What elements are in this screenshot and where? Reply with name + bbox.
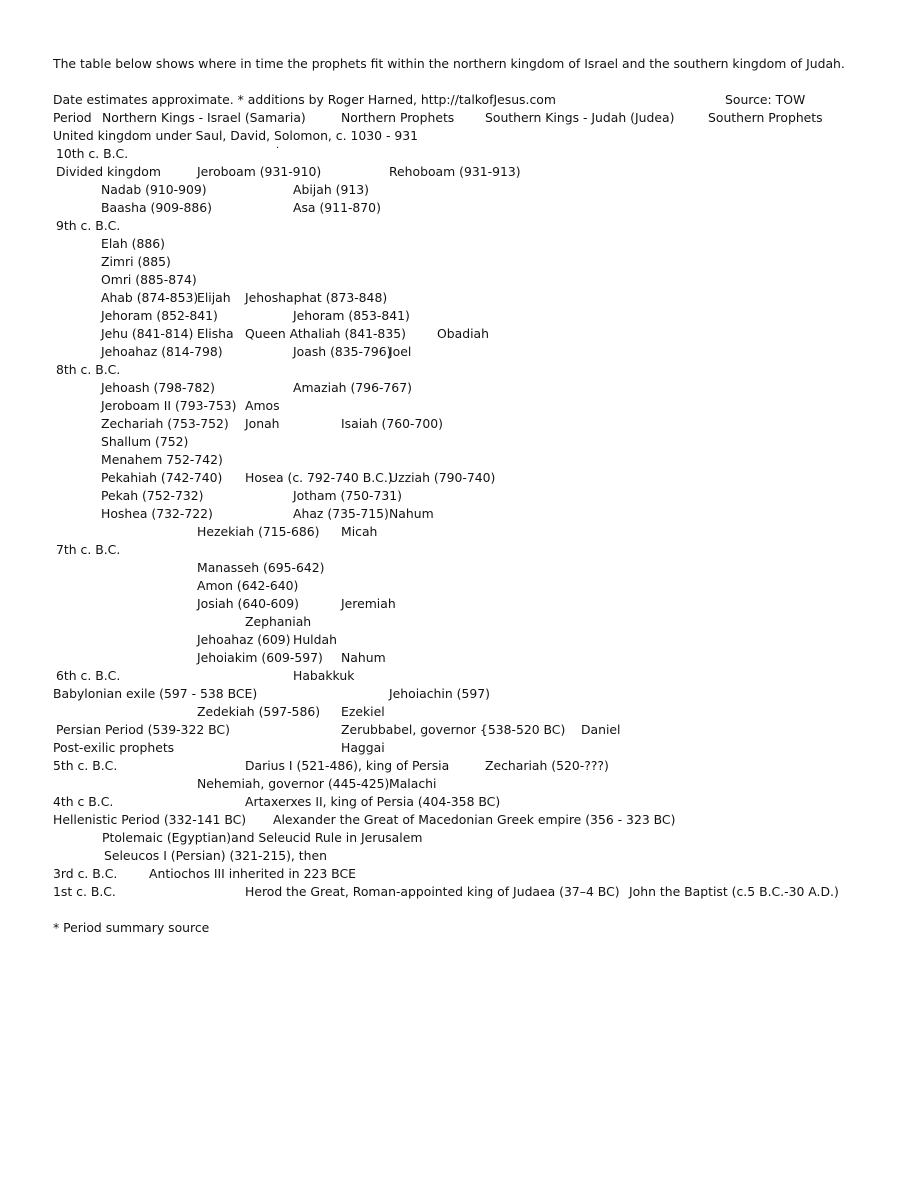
northern-prophet: Elijah [197, 290, 231, 305]
northern-king: Shallum (752) [101, 434, 189, 449]
period-label: Hellenistic Period (332-141 BC) [53, 812, 247, 827]
southern-king: Asa (911-870) [293, 200, 381, 215]
united-kingdom-text: United kingdom under Saul, David, Solomon, c. 1030 - 931 [53, 128, 419, 143]
footnote-text: * Period summary source [53, 920, 210, 935]
table-row [0, 451, 920, 469]
southern-king: Manasseh (695-642) [197, 560, 325, 575]
southern-king: Jehoram (853-841) [293, 308, 410, 323]
table-row [0, 613, 920, 631]
table-row [0, 289, 920, 307]
northern-king: Zimri (885) [101, 254, 171, 269]
intro-line [0, 55, 920, 73]
table-row [0, 703, 920, 721]
table-row [0, 595, 920, 613]
southern-prophet: Daniel [581, 722, 621, 737]
southern-prophet: Haggai [341, 740, 385, 755]
southern-prophet: Ezekiel [341, 704, 385, 719]
southern-king: Joash (835-796) [293, 344, 392, 359]
ruler: Alexander the Great of Macedonian Greek empire (356 - 323 BC) [273, 812, 676, 827]
northern-king: Pekahiah (742-740) [101, 470, 223, 485]
ruler: Antiochos III inherited in 223 BCE [149, 866, 356, 881]
northern-king: Zechariah (753-752) [101, 416, 229, 431]
northern-king: Elah (886) [101, 236, 165, 251]
table-row [0, 163, 920, 181]
southern-prophet: Zechariah (520-???) [485, 758, 609, 773]
footnote-line [0, 919, 920, 937]
table-row [0, 199, 920, 217]
northern-king: Jehoash (798-782) [101, 380, 215, 395]
table-row [0, 757, 920, 775]
table-row [0, 217, 920, 235]
table-row [0, 523, 920, 541]
ruler: Ptolemaic (Egyptian)and Seleucid Rule in Jerusalem [102, 830, 423, 845]
table-row [0, 145, 920, 163]
southern-prophet: Isaiah (760-700) [341, 416, 443, 431]
table-row [0, 775, 920, 793]
period-label: Babylonian exile (597 - 538 BCE) [53, 686, 258, 701]
northern-prophet: Hosea (c. 792-740 B.C.) [245, 470, 393, 485]
southern-king: Jehoahaz (609) [197, 632, 291, 647]
table-row [0, 325, 920, 343]
ruler: Artaxerxes II, king of Persia (404-358 BC) [245, 794, 501, 809]
southern-prophet: Nahum [389, 506, 434, 521]
table-row [0, 559, 920, 577]
southern-king: Jehoiachin (597) [389, 686, 490, 701]
note-text: Date estimates approximate. * additions by Roger Harned, http://talkofJesus.com [53, 92, 556, 107]
table-row [0, 181, 920, 199]
stray-mark: · [276, 143, 280, 154]
header-period: Period [53, 110, 92, 125]
southern-prophet: Zephaniah [245, 614, 312, 629]
northern-prophet: Jonah [245, 416, 280, 431]
table-row [0, 541, 920, 559]
intro-text: The table below shows where in time the prophets fit within the northern kingdom of Israel and the southern kingdom of Judah. [53, 56, 845, 71]
southern-king: Amaziah (796-767) [293, 380, 412, 395]
northern-king: Hoshea (732-722) [101, 506, 213, 521]
table-row [0, 343, 920, 361]
northern-king: Nadab (910-909) [101, 182, 207, 197]
table-row [0, 415, 920, 433]
southern-king: Jotham (750-731) [293, 488, 402, 503]
period-label: Post-exilic prophets [53, 740, 175, 755]
northern-king: Menahem 752-742) [101, 452, 223, 467]
ruler: Darius I (521-486), king of Persia [245, 758, 450, 773]
southern-king: Rehoboam (931-913) [389, 164, 521, 179]
period-label: 6th c. B.C. [56, 668, 121, 683]
southern-king: Ahaz (735-715) [293, 506, 389, 521]
northern-king: Jehu (841-814) [101, 326, 194, 341]
southern-prophet: Obadiah [437, 326, 489, 341]
ruler: Seleucos I (Persian) (321-215), then [104, 848, 327, 863]
period-label: 9th c. B.C. [56, 218, 121, 233]
table-row [0, 811, 920, 829]
northern-king: Omri (885-874) [101, 272, 197, 287]
table-row [0, 721, 920, 739]
table-row [0, 271, 920, 289]
table-row [0, 379, 920, 397]
table-row [0, 793, 920, 811]
table-row [0, 739, 920, 757]
header-row [0, 109, 920, 127]
table-row [0, 829, 920, 847]
header-southern-kings: Southern Kings - Judah (Judea) [485, 110, 675, 125]
table-row [0, 685, 920, 703]
southern-king: Abijah (913) [293, 182, 369, 197]
table-row [0, 469, 920, 487]
header-northern-prophets: Northern Prophets [341, 110, 455, 125]
table-row [0, 883, 920, 901]
southern-prophet: John the Baptist (c.5 B.C.-30 A.D.) [629, 884, 839, 899]
southern-king: Hezekiah (715-686) [197, 524, 320, 539]
southern-prophet: Jeremiah [341, 596, 396, 611]
period-label: 8th c. B.C. [56, 362, 121, 377]
period-label: 5th c. B.C. [53, 758, 118, 773]
northern-king: Ahab (874-853) [101, 290, 199, 305]
table-row [0, 631, 920, 649]
table-row [0, 847, 920, 865]
table-row [0, 235, 920, 253]
table-row [0, 397, 920, 415]
southern-prophet: Micah [341, 524, 378, 539]
table-row [0, 667, 920, 685]
northern-king: Pekah (752-732) [101, 488, 204, 503]
period-label: 1st c. B.C. [53, 884, 116, 899]
ruler: Herod the Great, Roman-appointed king of Judaea (37–4 BC) [245, 884, 620, 899]
southern-prophet: Nahum [341, 650, 386, 665]
southern-king: Uzziah (790-740) [389, 470, 496, 485]
united-kingdom-row [0, 127, 920, 145]
period-label: Persian Period (539-322 BC) [56, 722, 230, 737]
note-line [0, 91, 920, 109]
northern-king: Jehoahaz (814-798) [101, 344, 223, 359]
period-label: 3rd c. B.C. [53, 866, 118, 881]
header-southern-prophets: Southern Prophets [708, 110, 823, 125]
table-row [0, 253, 920, 271]
table-row [0, 487, 920, 505]
southern-king: Josiah (640-609) [197, 596, 299, 611]
northern-prophet: Elisha [197, 326, 234, 341]
table-row [0, 307, 920, 325]
northern-king: Jeroboam (931-910) [197, 164, 322, 179]
period-label: 10th c. B.C. [56, 146, 129, 161]
northern-king: Jeroboam II (793-753) [101, 398, 237, 413]
southern-king: Zerubbabel, governor {538-520 BC) [341, 722, 566, 737]
southern-king: Zedekiah (597-586) [197, 704, 321, 719]
northern-king: Baasha (909-886) [101, 200, 212, 215]
southern-prophet: Joel [389, 344, 412, 359]
period-label: 4th c B.C. [53, 794, 114, 809]
southern-prophet: Malachi [389, 776, 437, 791]
period-label: Divided kingdom [56, 164, 161, 179]
northern-prophet: Amos [245, 398, 280, 413]
table-row [0, 361, 920, 379]
table-row [0, 649, 920, 667]
ruler: Nehemiah, governor (445-425) [197, 776, 390, 791]
southern-king: Amon (642-640) [197, 578, 299, 593]
source-text: Source: TOW [725, 92, 806, 107]
southern-prophet: Huldah [293, 632, 337, 647]
southern-king: Queen Athaliah (841-835) [245, 326, 406, 341]
table-row [0, 433, 920, 451]
header-northern-kings: Northern Kings - Israel (Samaria) [102, 110, 306, 125]
table-row [0, 865, 920, 883]
table-row [0, 577, 920, 595]
southern-king: Jehoshaphat (873-848) [245, 290, 388, 305]
table-row [0, 505, 920, 523]
southern-king: Jehoiakim (609-597) [197, 650, 323, 665]
period-label: 7th c. B.C. [56, 542, 121, 557]
southern-prophet: Habakkuk [293, 668, 355, 683]
northern-king: Jehoram (852-841) [101, 308, 218, 323]
